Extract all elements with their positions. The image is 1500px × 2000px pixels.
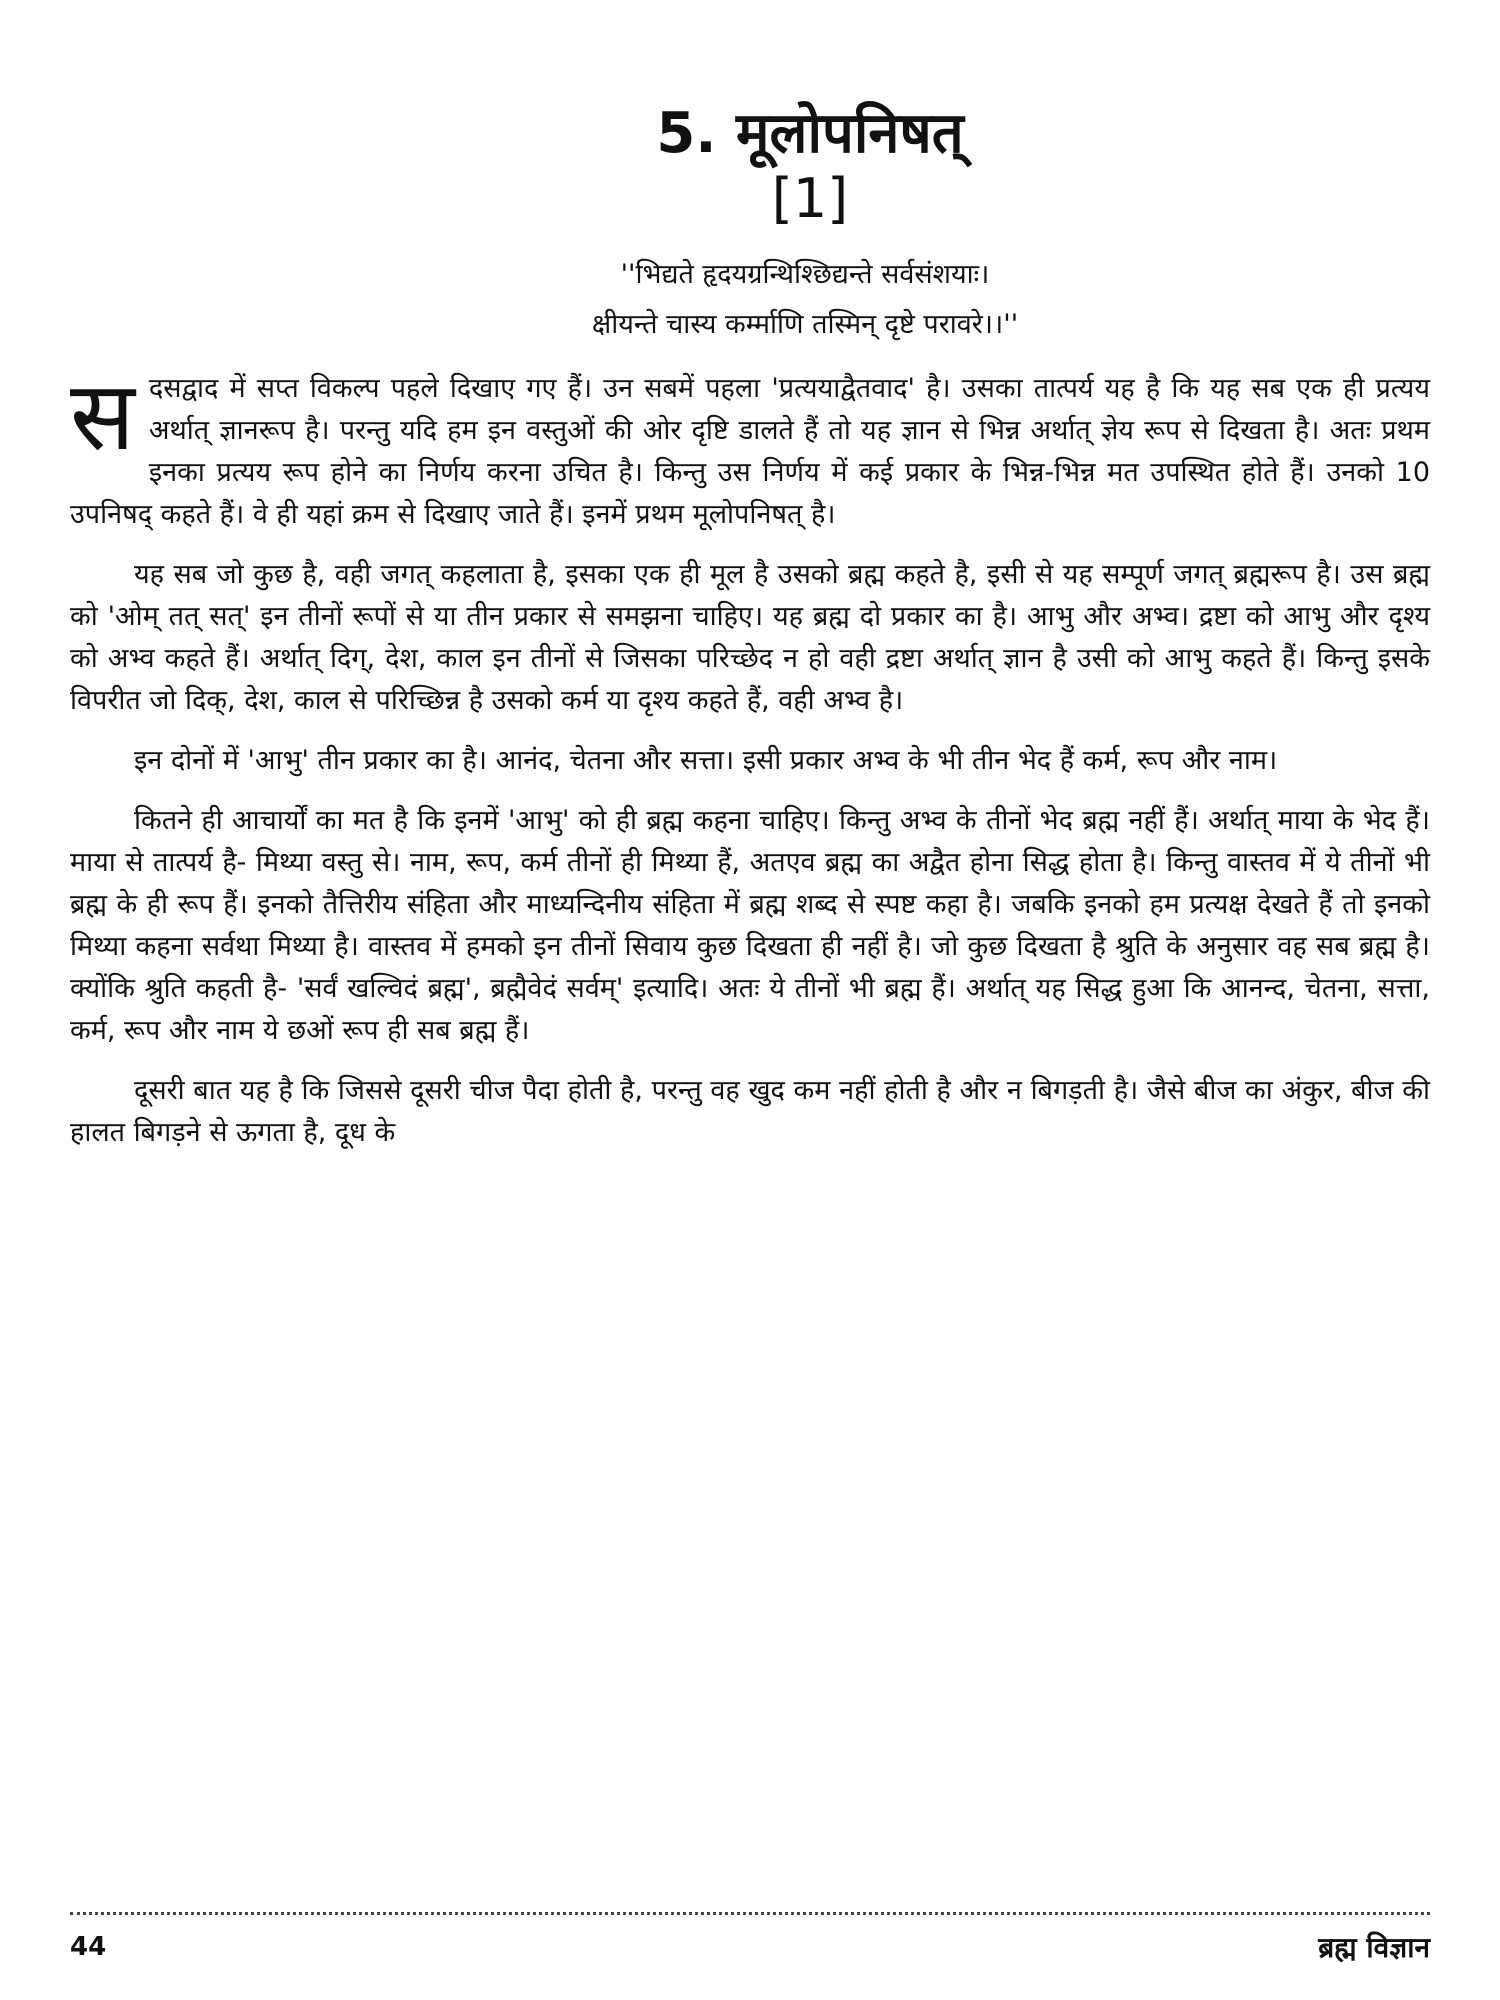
- running-footer-title: ब्रह्म विज्ञान: [1318, 1931, 1430, 1964]
- chapter-number: [1]: [771, 167, 849, 231]
- paragraph-4: कितने ही आचार्यों का मत है कि इनमें 'आभु' को ही ब्रह्म कहना चाहिए। किन्तु अभ्व के तीनों भेद ब्रह्म नहीं हैं। अर्थात् माया के भेद हैं। माया से तात्पर्य है- मिथ्या वस्तु से। नाम, रूप, कर्म तीनों ही मिथ्या हैं, अतएव ब्रह्म का अद्वैत होना सिद्ध होता है। किन्तु वास्तव में ये तीनों भी ब्रह्म के ही रूप हैं। इनको तैत्तिरीय संहिता और माध्यन्दिनीय संहिता में ब्रह्म शब्द से स्पष्ट कहा है। जबकि इनको हम प्रत्यक्ष देखते हैं तो इनको मिथ्या कहना सर्वथा मिथ्या है। वास्तव में हमको इन तीनों सिवाय कुछ दिखता ही नहीं है। जो कुछ दिखता है श्रुति के अनुसार वह सब ब्रह्म है। क्योंकि श्रुति कहती है- 'सर्वं खल्विदं ब्रह्म', ब्रह्मैवेदं सर्वम्' इत्यादि। अतः ये तीनों भी ब्रह्म हैं। अर्थात् यह सिद्ध हुआ कि आनन्द, चेतना, सत्ता, कर्म, रूप और नाम ये छओं रूप ही सब ब्रह्म हैं।: [70, 804, 1430, 1046]
- paragraph-5: दूसरी बात यह है कि जिससे दूसरी चीज पैदा होती है, परन्तु वह खुद कम नहीं होती है और न बिगड़ती है। जैसे बीज का अंकुर, बीज की हालत बिगड़ने से ऊगता है, दूध के: [70, 1074, 1430, 1148]
- paragraph-2: यह सब जो कुछ है, वही जगत् कहलाता है, इसका एक ही मूल है उसको ब्रह्म कहते है, इसी से यह सम्पूर्ण जगत् ब्रह्मरूप है। उस ब्रह्म को 'ओम् तत् सत्' इन तीनों रूपों से या तीन प्रकार से समझना चाहिए। यह ब्रह्म दो प्रकार का है। आभु और अभ्व। द्रष्टा को आभु और दृश्य को अभ्व कहते हैं। अर्थात् दिग्, देश, काल इन तीनों से जिसका परिच्छेद न हो वही द्रष्टा अर्थात् ज्ञान है उसी को आभु कहते हैं। किन्तु इसके विपरीत जो दिक्, देश, काल से परिच्छिन्न है उसको कर्म या दृश्य कहते हैं, वही अभ्व है।: [70, 558, 1430, 716]
- page-number: 44: [70, 1932, 107, 1962]
- paragraph-1: [70, 359, 1430, 536]
- verse-line-1: ''भिद्यते हृदयग्रन्थिश्छिद्यन्ते सर्वसंशयाः।: [620, 258, 990, 290]
- drop-cap: स: [70, 359, 135, 472]
- verse-line-2: क्षीयन्ते चास्य कर्म्माणि तस्मिन् दृष्टे परावरे।।'': [591, 308, 1019, 340]
- paragraph-1-text: दसद्वाद में सप्त विकल्प पहले दिखाए गए हैं। उन सबमें पहला 'प्रत्ययाद्वैतवाद' है। उसका तात्पर्य यह है कि यह सब एक ही प्रत्यय अर्थात् ज्ञानरूप है। परन्तु यदि हम इन वस्तुओं की ओर दृष्टि डालते हैं तो यह ज्ञान से भिन्न अर्थात् ज्ञेय रूप से दिखता है। अतः प्रथम इनका प्रत्यय रूप होने का निर्णय करना उचित है। किन्तु उस निर्णय में कई प्रकार के भिन्न-भिन्न मत उपस्थित होते हैं। उनको 10 उपनिषद् कहते हैं। वे ही यहां क्रम से दिखाए जाते हैं। इनमें प्रथम मूलोपनिषत् है।: [70, 372, 1430, 530]
- page-content: [70, 100, 1430, 1172]
- footer-divider: [70, 1912, 1430, 1915]
- chapter-title: 5. मूलोपनिषत्: [656, 101, 964, 166]
- paragraph-3: इन दोनों में 'आभु' तीन प्रकार का है। आनंद, चेतना और सत्ता। इसी प्रकार अभ्व के भी तीन भेद हैं कर्म, रूप और नाम।: [134, 744, 1278, 776]
- epigraph-verse: [70, 250, 1430, 350]
